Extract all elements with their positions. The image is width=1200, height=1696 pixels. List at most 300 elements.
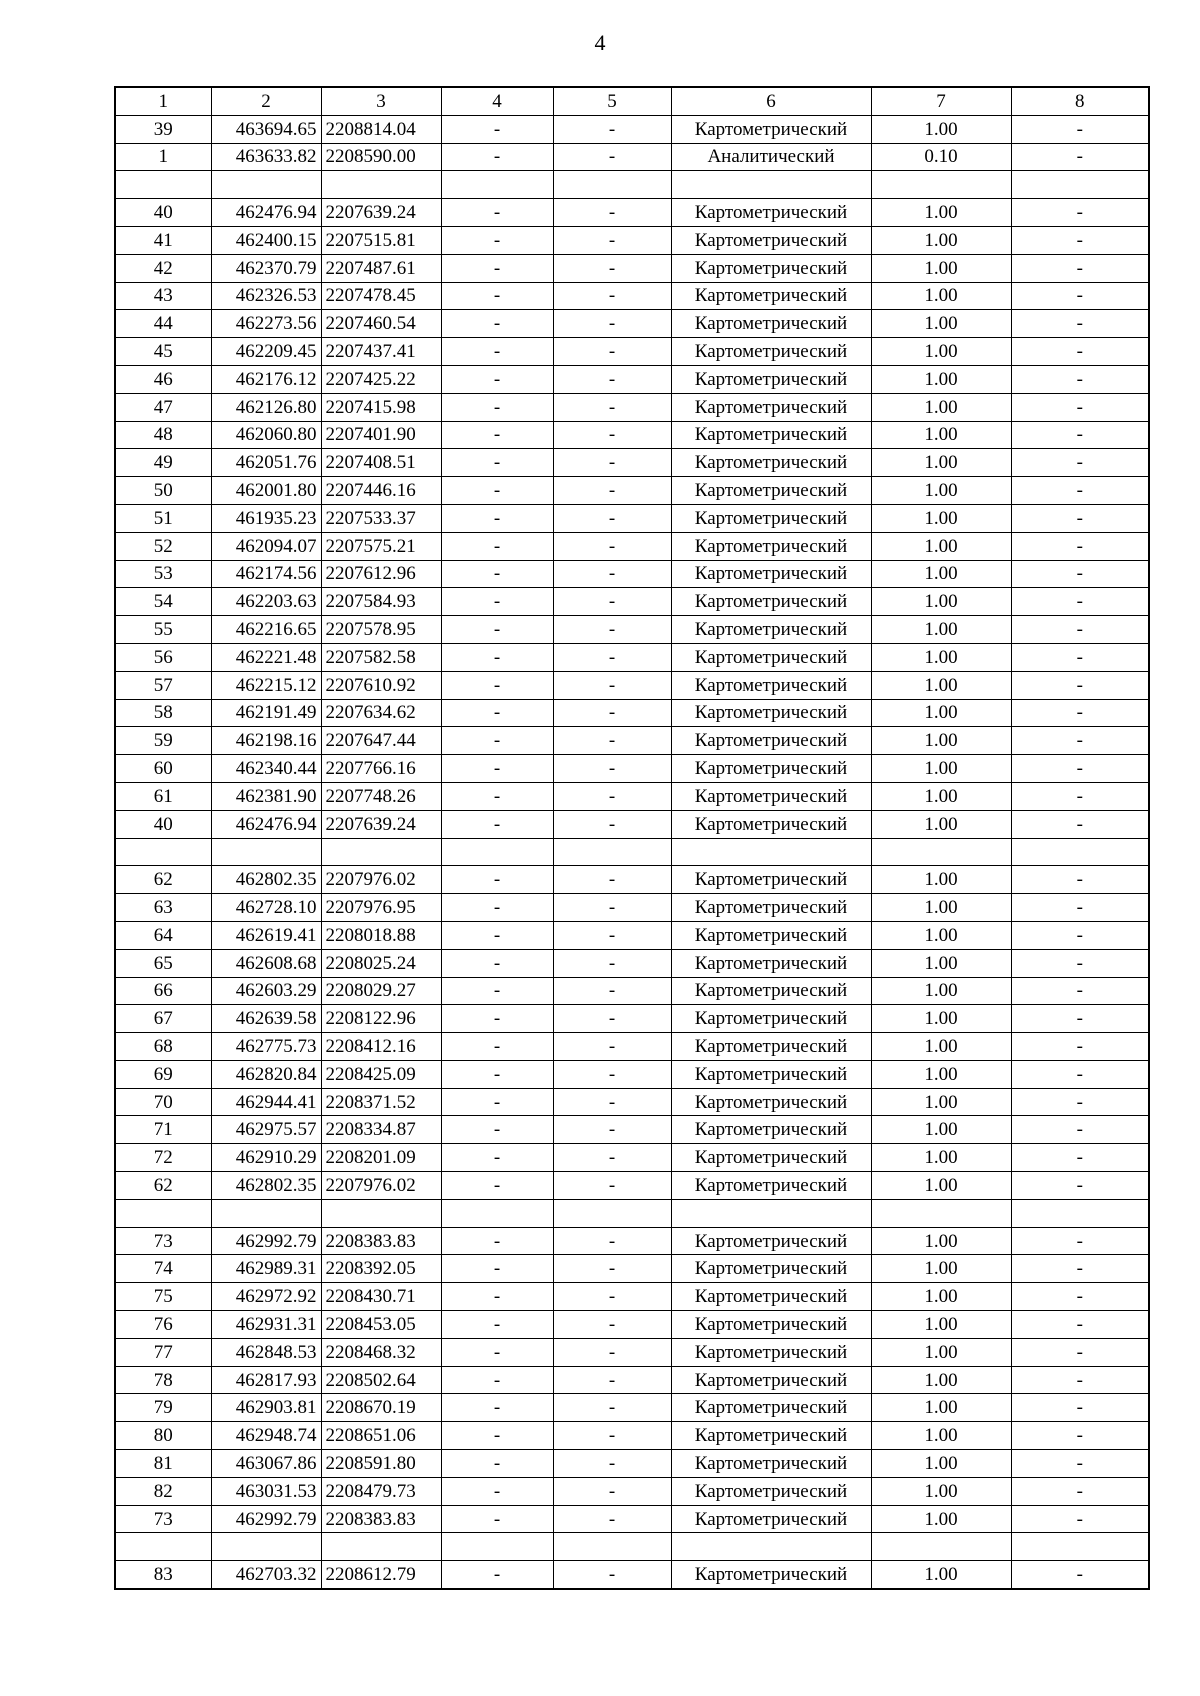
column-4-cell: - bbox=[441, 1088, 553, 1116]
column-4-cell bbox=[441, 1533, 553, 1561]
column-4-cell: - bbox=[441, 477, 553, 505]
method-cell: Картометрический bbox=[671, 616, 871, 644]
accuracy-cell: 1.00 bbox=[871, 1060, 1011, 1088]
point-number-cell: 66 bbox=[115, 977, 211, 1005]
accuracy-cell: 1.00 bbox=[871, 449, 1011, 477]
method-cell: Картометрический bbox=[671, 560, 871, 588]
y-coordinate-cell: 2207446.16 bbox=[321, 477, 441, 505]
table-row bbox=[115, 866, 1149, 894]
table-row bbox=[115, 1088, 1149, 1116]
column-4-cell: - bbox=[441, 1144, 553, 1172]
x-coordinate-cell: 462992.79 bbox=[211, 1505, 321, 1533]
x-coordinate-cell: 462221.48 bbox=[211, 643, 321, 671]
point-number-cell: 41 bbox=[115, 226, 211, 254]
y-coordinate-cell: 2208591.80 bbox=[321, 1450, 441, 1478]
table-row bbox=[115, 1005, 1149, 1033]
y-coordinate-cell: 2207582.58 bbox=[321, 643, 441, 671]
column-5-cell: - bbox=[553, 1338, 671, 1366]
y-coordinate-cell: 2208590.00 bbox=[321, 143, 441, 171]
coordinates-table bbox=[114, 86, 1150, 1590]
point-number-cell: 40 bbox=[115, 810, 211, 838]
x-coordinate-cell: 462703.32 bbox=[211, 1561, 321, 1589]
table-row bbox=[115, 560, 1149, 588]
y-coordinate-cell: 2208453.05 bbox=[321, 1311, 441, 1339]
column-8-cell: - bbox=[1011, 532, 1149, 560]
method-cell: Картометрический bbox=[671, 1394, 871, 1422]
column-8-cell: - bbox=[1011, 1172, 1149, 1200]
y-coordinate-cell: 2207437.41 bbox=[321, 338, 441, 366]
table-row bbox=[115, 643, 1149, 671]
table-row bbox=[115, 1283, 1149, 1311]
column-4-cell: - bbox=[441, 1366, 553, 1394]
column-4-cell: - bbox=[441, 782, 553, 810]
y-coordinate-cell: 2208025.24 bbox=[321, 949, 441, 977]
column-4-cell: - bbox=[441, 1561, 553, 1589]
column-8-cell: - bbox=[1011, 755, 1149, 783]
column-5-cell: - bbox=[553, 588, 671, 616]
table-row bbox=[115, 477, 1149, 505]
method-cell: Картометрический bbox=[671, 643, 871, 671]
table-row bbox=[115, 1033, 1149, 1061]
point-number-cell: 76 bbox=[115, 1311, 211, 1339]
column-8-cell: - bbox=[1011, 810, 1149, 838]
point-number-cell: 59 bbox=[115, 727, 211, 755]
method-cell: Картометрический bbox=[671, 1227, 871, 1255]
column-8-cell: - bbox=[1011, 588, 1149, 616]
column-8-cell: - bbox=[1011, 1116, 1149, 1144]
method-cell: Картометрический bbox=[671, 1005, 871, 1033]
x-coordinate-cell: 462802.35 bbox=[211, 1172, 321, 1200]
column-8-cell: - bbox=[1011, 949, 1149, 977]
x-coordinate-cell: 462931.31 bbox=[211, 1311, 321, 1339]
column-5-cell: - bbox=[553, 866, 671, 894]
accuracy-cell: 1.00 bbox=[871, 310, 1011, 338]
point-number-cell: 47 bbox=[115, 393, 211, 421]
table-row bbox=[115, 310, 1149, 338]
accuracy-cell bbox=[871, 1533, 1011, 1561]
method-cell: Картометрический bbox=[671, 226, 871, 254]
accuracy-cell bbox=[871, 838, 1011, 866]
point-number-cell: 75 bbox=[115, 1283, 211, 1311]
column-8-cell: - bbox=[1011, 254, 1149, 282]
point-number-cell: 82 bbox=[115, 1477, 211, 1505]
column-8-cell: - bbox=[1011, 1422, 1149, 1450]
accuracy-cell: 1.00 bbox=[871, 1450, 1011, 1478]
x-coordinate-cell: 462273.56 bbox=[211, 310, 321, 338]
point-number-cell: 80 bbox=[115, 1422, 211, 1450]
column-5-cell: - bbox=[553, 699, 671, 727]
x-coordinate-cell: 462848.53 bbox=[211, 1338, 321, 1366]
accuracy-cell: 1.00 bbox=[871, 560, 1011, 588]
column-8-cell bbox=[1011, 171, 1149, 199]
table-row bbox=[115, 504, 1149, 532]
y-coordinate-cell: 2208392.05 bbox=[321, 1255, 441, 1283]
column-8-cell: - bbox=[1011, 1338, 1149, 1366]
column-5-cell: - bbox=[553, 1477, 671, 1505]
method-cell: Картометрический bbox=[671, 1283, 871, 1311]
column-8-cell: - bbox=[1011, 1311, 1149, 1339]
accuracy-cell: 1.00 bbox=[871, 226, 1011, 254]
column-5-cell: - bbox=[553, 282, 671, 310]
column-4-cell: - bbox=[441, 699, 553, 727]
column-4-cell: - bbox=[441, 1005, 553, 1033]
column-8-cell: - bbox=[1011, 1144, 1149, 1172]
y-coordinate-cell: 2208201.09 bbox=[321, 1144, 441, 1172]
column-5-cell: - bbox=[553, 643, 671, 671]
x-coordinate-cell: 462975.57 bbox=[211, 1116, 321, 1144]
y-coordinate-cell: 2208479.73 bbox=[321, 1477, 441, 1505]
y-coordinate-cell: 2208029.27 bbox=[321, 977, 441, 1005]
column-8-cell: - bbox=[1011, 282, 1149, 310]
column-5-cell bbox=[553, 171, 671, 199]
method-cell: Картометрический bbox=[671, 310, 871, 338]
point-number-cell: 57 bbox=[115, 671, 211, 699]
column-8-cell: - bbox=[1011, 1505, 1149, 1533]
column-4-cell: - bbox=[441, 894, 553, 922]
column-8-cell: - bbox=[1011, 1477, 1149, 1505]
method-cell: Картометрический bbox=[671, 504, 871, 532]
column-5-cell: - bbox=[553, 1422, 671, 1450]
method-cell: Картометрический bbox=[671, 532, 871, 560]
point-number-cell: 53 bbox=[115, 560, 211, 588]
y-coordinate-cell: 2208122.96 bbox=[321, 1005, 441, 1033]
accuracy-cell: 1.00 bbox=[871, 1227, 1011, 1255]
y-coordinate-cell bbox=[321, 1199, 441, 1227]
point-number-cell: 63 bbox=[115, 894, 211, 922]
table-row bbox=[115, 421, 1149, 449]
accuracy-cell: 1.00 bbox=[871, 254, 1011, 282]
column-5-cell: - bbox=[553, 977, 671, 1005]
column-8-cell: - bbox=[1011, 866, 1149, 894]
column-header: 7 bbox=[871, 87, 1011, 115]
method-cell: Картометрический bbox=[671, 421, 871, 449]
column-header: 6 bbox=[671, 87, 871, 115]
x-coordinate-cell: 462326.53 bbox=[211, 282, 321, 310]
x-coordinate-cell: 462476.94 bbox=[211, 199, 321, 227]
column-4-cell: - bbox=[441, 643, 553, 671]
method-cell: Картометрический bbox=[671, 282, 871, 310]
column-5-cell: - bbox=[553, 393, 671, 421]
y-coordinate-cell: 2208383.83 bbox=[321, 1227, 441, 1255]
column-4-cell: - bbox=[441, 1394, 553, 1422]
column-4-cell: - bbox=[441, 254, 553, 282]
accuracy-cell: 1.00 bbox=[871, 1338, 1011, 1366]
point-number-cell: 45 bbox=[115, 338, 211, 366]
accuracy-cell: 1.00 bbox=[871, 894, 1011, 922]
point-number-cell: 40 bbox=[115, 199, 211, 227]
y-coordinate-cell: 2207408.51 bbox=[321, 449, 441, 477]
accuracy-cell: 1.00 bbox=[871, 1505, 1011, 1533]
column-5-cell: - bbox=[553, 560, 671, 588]
method-cell: Картометрический bbox=[671, 1172, 871, 1200]
point-number-cell: 1 bbox=[115, 143, 211, 171]
accuracy-cell: 1.00 bbox=[871, 393, 1011, 421]
y-coordinate-cell: 2208612.79 bbox=[321, 1561, 441, 1589]
method-cell: Картометрический bbox=[671, 866, 871, 894]
y-coordinate-cell: 2207533.37 bbox=[321, 504, 441, 532]
method-cell bbox=[671, 171, 871, 199]
table-row bbox=[115, 699, 1149, 727]
column-8-cell: - bbox=[1011, 365, 1149, 393]
table-row bbox=[115, 921, 1149, 949]
accuracy-cell: 1.00 bbox=[871, 921, 1011, 949]
y-coordinate-cell: 2208383.83 bbox=[321, 1505, 441, 1533]
x-coordinate-cell: 463067.86 bbox=[211, 1450, 321, 1478]
y-coordinate-cell: 2208334.87 bbox=[321, 1116, 441, 1144]
column-5-cell: - bbox=[553, 949, 671, 977]
table-row bbox=[115, 115, 1149, 143]
table-row bbox=[115, 1422, 1149, 1450]
table-header-row bbox=[115, 87, 1149, 115]
column-5-cell: - bbox=[553, 1283, 671, 1311]
method-cell: Аналитический bbox=[671, 143, 871, 171]
method-cell: Картометрический bbox=[671, 1144, 871, 1172]
accuracy-cell: 1.00 bbox=[871, 1311, 1011, 1339]
method-cell: Картометрический bbox=[671, 338, 871, 366]
point-number-cell: 52 bbox=[115, 532, 211, 560]
column-8-cell: - bbox=[1011, 699, 1149, 727]
column-8-cell: - bbox=[1011, 421, 1149, 449]
x-coordinate-cell: 462817.93 bbox=[211, 1366, 321, 1394]
y-coordinate-cell: 2208018.88 bbox=[321, 921, 441, 949]
column-5-cell: - bbox=[553, 449, 671, 477]
table-row-separator bbox=[115, 1199, 1149, 1227]
accuracy-cell: 1.00 bbox=[871, 282, 1011, 310]
y-coordinate-cell: 2207487.61 bbox=[321, 254, 441, 282]
x-coordinate-cell: 462001.80 bbox=[211, 477, 321, 505]
table-body bbox=[115, 115, 1149, 1589]
method-cell: Картометрический bbox=[671, 1311, 871, 1339]
accuracy-cell: 1.00 bbox=[871, 115, 1011, 143]
table-row bbox=[115, 1255, 1149, 1283]
x-coordinate-cell: 462215.12 bbox=[211, 671, 321, 699]
y-coordinate-cell: 2207415.98 bbox=[321, 393, 441, 421]
point-number-cell: 78 bbox=[115, 1366, 211, 1394]
accuracy-cell: 1.00 bbox=[871, 199, 1011, 227]
x-coordinate-cell: 462216.65 bbox=[211, 616, 321, 644]
method-cell: Картометрический bbox=[671, 810, 871, 838]
method-cell bbox=[671, 838, 871, 866]
point-number-cell: 46 bbox=[115, 365, 211, 393]
x-coordinate-cell: 462948.74 bbox=[211, 1422, 321, 1450]
x-coordinate-cell: 462126.80 bbox=[211, 393, 321, 421]
column-8-cell bbox=[1011, 838, 1149, 866]
accuracy-cell: 1.00 bbox=[871, 588, 1011, 616]
method-cell: Картометрический bbox=[671, 699, 871, 727]
table-row-separator bbox=[115, 838, 1149, 866]
column-4-cell bbox=[441, 171, 553, 199]
point-number-cell: 56 bbox=[115, 643, 211, 671]
table-row bbox=[115, 1172, 1149, 1200]
column-header: 4 bbox=[441, 87, 553, 115]
x-coordinate-cell: 462728.10 bbox=[211, 894, 321, 922]
column-4-cell: - bbox=[441, 588, 553, 616]
accuracy-cell: 1.00 bbox=[871, 727, 1011, 755]
column-header: 5 bbox=[553, 87, 671, 115]
point-number-cell: 61 bbox=[115, 782, 211, 810]
table-row-separator bbox=[115, 171, 1149, 199]
y-coordinate-cell: 2208814.04 bbox=[321, 115, 441, 143]
page-number: 4 bbox=[594, 30, 606, 55]
accuracy-cell: 1.00 bbox=[871, 365, 1011, 393]
method-cell: Картометрический bbox=[671, 894, 871, 922]
column-4-cell: - bbox=[441, 143, 553, 171]
column-4-cell bbox=[441, 838, 553, 866]
column-4-cell: - bbox=[441, 421, 553, 449]
y-coordinate-cell: 2207401.90 bbox=[321, 421, 441, 449]
accuracy-cell: 1.00 bbox=[871, 504, 1011, 532]
point-number-cell: 70 bbox=[115, 1088, 211, 1116]
column-4-cell: - bbox=[441, 115, 553, 143]
column-5-cell: - bbox=[553, 616, 671, 644]
x-coordinate-cell: 462203.63 bbox=[211, 588, 321, 616]
y-coordinate-cell: 2208468.32 bbox=[321, 1338, 441, 1366]
column-5-cell: - bbox=[553, 1144, 671, 1172]
accuracy-cell: 1.00 bbox=[871, 866, 1011, 894]
accuracy-cell: 1.00 bbox=[871, 616, 1011, 644]
column-4-cell: - bbox=[441, 338, 553, 366]
method-cell: Картометрический bbox=[671, 1505, 871, 1533]
column-8-cell: - bbox=[1011, 1394, 1149, 1422]
method-cell bbox=[671, 1199, 871, 1227]
table-row bbox=[115, 393, 1149, 421]
column-4-cell: - bbox=[441, 1422, 553, 1450]
table-row bbox=[115, 782, 1149, 810]
method-cell: Картометрический bbox=[671, 1561, 871, 1589]
column-5-cell: - bbox=[553, 1505, 671, 1533]
method-cell: Картометрический bbox=[671, 755, 871, 783]
column-5-cell bbox=[553, 838, 671, 866]
x-coordinate-cell: 462051.76 bbox=[211, 449, 321, 477]
column-5-cell: - bbox=[553, 1033, 671, 1061]
method-cell: Картометрический bbox=[671, 1088, 871, 1116]
accuracy-cell: 1.00 bbox=[871, 782, 1011, 810]
table-row bbox=[115, 532, 1149, 560]
method-cell: Картометрический bbox=[671, 1366, 871, 1394]
column-4-cell: - bbox=[441, 365, 553, 393]
x-coordinate-cell: 462639.58 bbox=[211, 1005, 321, 1033]
x-coordinate-cell: 463694.65 bbox=[211, 115, 321, 143]
point-number-cell: 39 bbox=[115, 115, 211, 143]
column-5-cell: - bbox=[553, 199, 671, 227]
column-5-cell: - bbox=[553, 532, 671, 560]
x-coordinate-cell: 462381.90 bbox=[211, 782, 321, 810]
method-cell: Картометрический bbox=[671, 977, 871, 1005]
column-4-cell: - bbox=[441, 1255, 553, 1283]
table-row bbox=[115, 1144, 1149, 1172]
column-8-cell: - bbox=[1011, 310, 1149, 338]
accuracy-cell: 1.00 bbox=[871, 1366, 1011, 1394]
column-8-cell: - bbox=[1011, 199, 1149, 227]
accuracy-cell: 1.00 bbox=[871, 477, 1011, 505]
column-8-cell: - bbox=[1011, 560, 1149, 588]
column-8-cell: - bbox=[1011, 782, 1149, 810]
column-4-cell: - bbox=[441, 810, 553, 838]
x-coordinate-cell: 462608.68 bbox=[211, 949, 321, 977]
y-coordinate-cell: 2207634.62 bbox=[321, 699, 441, 727]
column-5-cell: - bbox=[553, 1060, 671, 1088]
x-coordinate-cell bbox=[211, 171, 321, 199]
y-coordinate-cell: 2207748.26 bbox=[321, 782, 441, 810]
column-8-cell: - bbox=[1011, 671, 1149, 699]
accuracy-cell: 1.00 bbox=[871, 699, 1011, 727]
x-coordinate-cell: 462476.94 bbox=[211, 810, 321, 838]
column-5-cell: - bbox=[553, 1088, 671, 1116]
accuracy-cell: 1.00 bbox=[871, 949, 1011, 977]
table-row bbox=[115, 1060, 1149, 1088]
column-header: 2 bbox=[211, 87, 321, 115]
y-coordinate-cell: 2207976.02 bbox=[321, 1172, 441, 1200]
method-cell: Картометрический bbox=[671, 115, 871, 143]
y-coordinate-cell bbox=[321, 838, 441, 866]
column-5-cell: - bbox=[553, 143, 671, 171]
y-coordinate-cell: 2207460.54 bbox=[321, 310, 441, 338]
y-coordinate-cell: 2207766.16 bbox=[321, 755, 441, 783]
table-row bbox=[115, 1450, 1149, 1478]
column-8-cell: - bbox=[1011, 1450, 1149, 1478]
table-row bbox=[115, 226, 1149, 254]
accuracy-cell: 1.00 bbox=[871, 1477, 1011, 1505]
x-coordinate-cell: 462060.80 bbox=[211, 421, 321, 449]
column-4-cell: - bbox=[441, 921, 553, 949]
x-coordinate-cell: 462094.07 bbox=[211, 532, 321, 560]
table-row bbox=[115, 977, 1149, 1005]
method-cell: Картометрический bbox=[671, 1116, 871, 1144]
accuracy-cell: 1.00 bbox=[871, 1422, 1011, 1450]
y-coordinate-cell: 2207639.24 bbox=[321, 199, 441, 227]
point-number-cell: 68 bbox=[115, 1033, 211, 1061]
column-4-cell: - bbox=[441, 1450, 553, 1478]
method-cell: Картометрический bbox=[671, 949, 871, 977]
table-row bbox=[115, 143, 1149, 171]
point-number-cell: 62 bbox=[115, 866, 211, 894]
method-cell: Картометрический bbox=[671, 1033, 871, 1061]
y-coordinate-cell bbox=[321, 171, 441, 199]
x-coordinate-cell bbox=[211, 1199, 321, 1227]
column-4-cell bbox=[441, 1199, 553, 1227]
x-coordinate-cell: 462992.79 bbox=[211, 1227, 321, 1255]
y-coordinate-cell bbox=[321, 1533, 441, 1561]
x-coordinate-cell: 463031.53 bbox=[211, 1477, 321, 1505]
accuracy-cell: 1.00 bbox=[871, 1561, 1011, 1589]
accuracy-cell: 0.10 bbox=[871, 143, 1011, 171]
column-header: 3 bbox=[321, 87, 441, 115]
table-row bbox=[115, 1505, 1149, 1533]
point-number-cell: 77 bbox=[115, 1338, 211, 1366]
accuracy-cell: 1.00 bbox=[871, 643, 1011, 671]
point-number-cell: 51 bbox=[115, 504, 211, 532]
table-row bbox=[115, 1477, 1149, 1505]
column-5-cell: - bbox=[553, 365, 671, 393]
x-coordinate-cell: 462198.16 bbox=[211, 727, 321, 755]
point-number-cell: 44 bbox=[115, 310, 211, 338]
column-5-cell: - bbox=[553, 115, 671, 143]
x-coordinate-cell: 462775.73 bbox=[211, 1033, 321, 1061]
x-coordinate-cell: 462903.81 bbox=[211, 1394, 321, 1422]
y-coordinate-cell: 2207425.22 bbox=[321, 365, 441, 393]
column-5-cell: - bbox=[553, 1116, 671, 1144]
accuracy-cell: 1.00 bbox=[871, 755, 1011, 783]
table-row bbox=[115, 894, 1149, 922]
x-coordinate-cell: 461935.23 bbox=[211, 504, 321, 532]
column-5-cell bbox=[553, 1199, 671, 1227]
x-coordinate-cell: 462191.49 bbox=[211, 699, 321, 727]
column-8-cell: - bbox=[1011, 727, 1149, 755]
x-coordinate-cell: 462174.56 bbox=[211, 560, 321, 588]
point-number-cell bbox=[115, 1199, 211, 1227]
method-cell: Картометрический bbox=[671, 1338, 871, 1366]
x-coordinate-cell: 462370.79 bbox=[211, 254, 321, 282]
